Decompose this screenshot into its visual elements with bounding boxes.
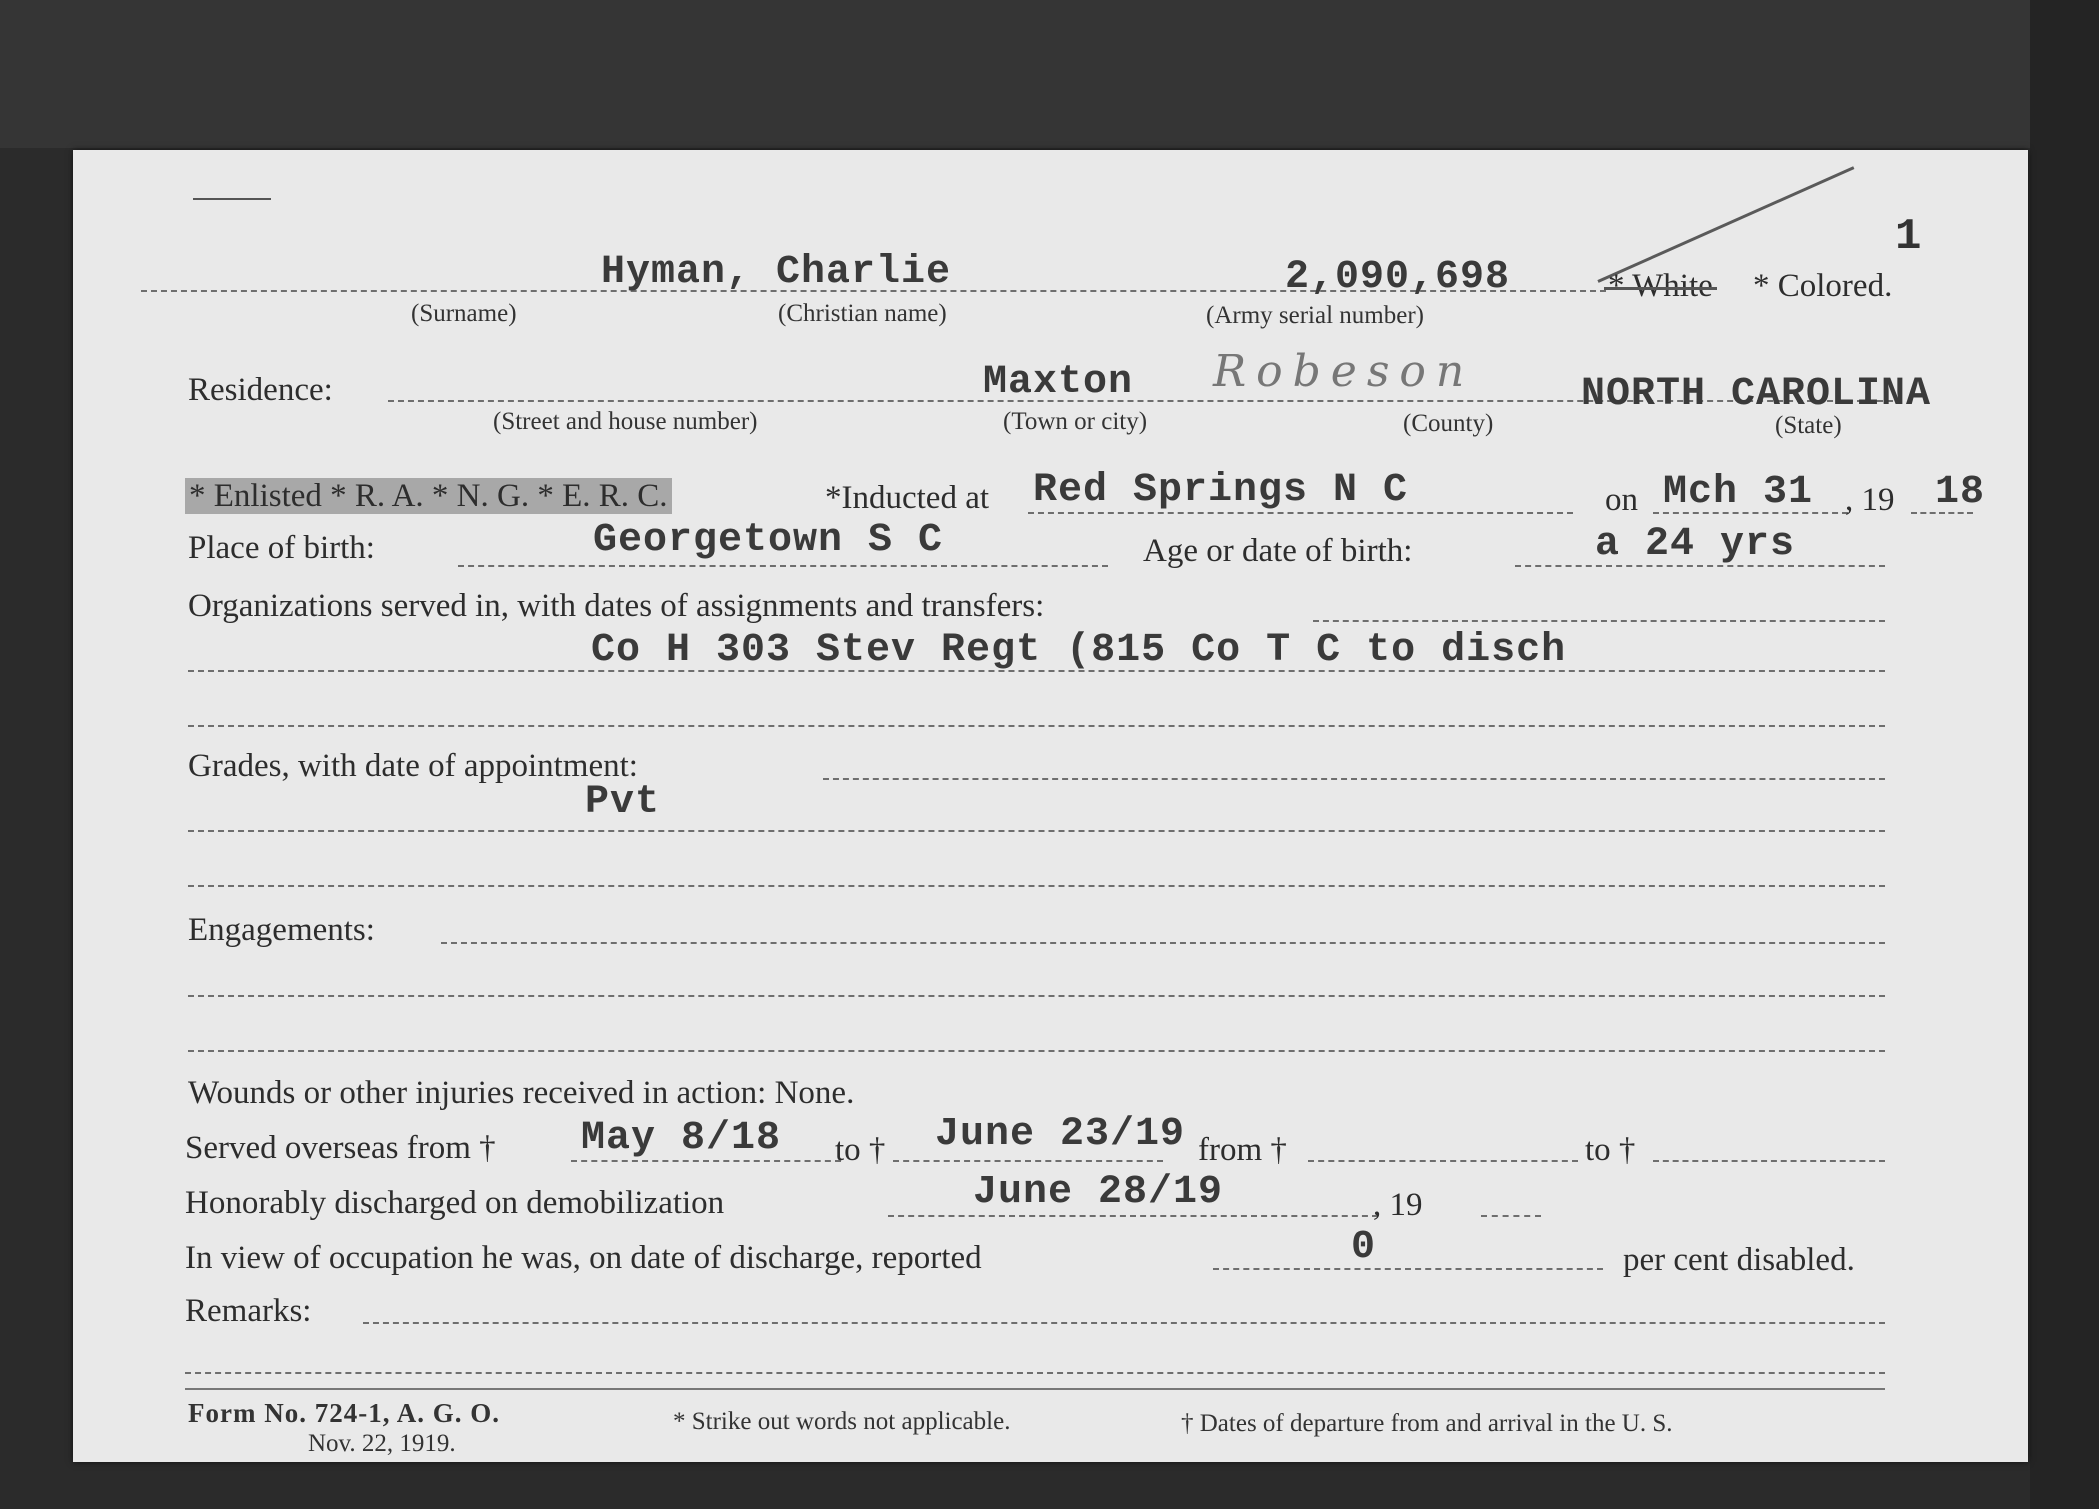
- form-number: Form No. 724-1, A. G. O.: [188, 1398, 500, 1428]
- wounds-label: Wounds or other injuries received in action: None.: [188, 1075, 855, 1111]
- residence-label: Residence:: [188, 372, 333, 408]
- on-label: on: [1605, 482, 1638, 518]
- grades-label: Grades, with date of appointment:: [188, 748, 638, 784]
- discharge-year-suffix: , 19: [1373, 1187, 1423, 1223]
- serial-number-value: 2,090,698: [1285, 255, 1511, 300]
- birthplace-line: [458, 565, 1108, 567]
- inducted-at-value: Red Springs N C: [1033, 468, 1409, 513]
- organizations-line-1: [1313, 620, 1885, 622]
- organizations-label: Organizations served in, with dates of assignments and transfers:: [188, 588, 1045, 624]
- grades-line-3: [188, 885, 1885, 887]
- footnote-strike-out: * Strike out words not applicable.: [673, 1408, 1011, 1435]
- service-record-card: [73, 150, 2028, 1462]
- race-white-option: * White: [1608, 268, 1713, 304]
- second-to-line: [1653, 1160, 1885, 1162]
- residence-county-value: Robeson: [1213, 346, 1475, 397]
- residence-town-value: Maxton: [983, 360, 1134, 405]
- discharge-label: Honorably discharged on demobilization: [185, 1185, 725, 1221]
- organizations-line-3: [188, 725, 1885, 727]
- inducted-date-value: Mch 31: [1663, 470, 1814, 515]
- engagements-line-2: [188, 995, 1885, 997]
- scan-background-right: [2030, 0, 2099, 1509]
- residence-state-value: NORTH CAROLINA: [1581, 372, 1932, 417]
- disabled-suffix: per cent disabled.: [1623, 1242, 1855, 1278]
- occupation-label: In view of occupation he was, on date of discharge, reported: [185, 1240, 982, 1276]
- discharge-year-line: [1481, 1215, 1541, 1217]
- street-sublabel: (Street and house number): [493, 408, 758, 435]
- army-serial-sublabel: (Army serial number): [1206, 302, 1424, 329]
- inducted-year-value: 18: [1935, 470, 1986, 515]
- remarks-label: Remarks:: [185, 1293, 312, 1329]
- overseas-from-value: May 8/18: [581, 1116, 782, 1161]
- birthplace-value: Georgetown S C: [593, 518, 944, 563]
- organizations-value: Co H 303 Stev Regt (815 Co T C to disch: [591, 628, 1567, 673]
- top-rule: [193, 198, 271, 200]
- name-value: Hyman, Charlie: [601, 250, 952, 295]
- age-label: Age or date of birth:: [1143, 533, 1413, 569]
- town-sublabel: (Town or city): [1003, 408, 1148, 435]
- remarks-line-2: [185, 1372, 1885, 1374]
- form-date: Nov. 22, 1919.: [308, 1430, 456, 1457]
- birthplace-label: Place of birth:: [188, 530, 375, 566]
- engagements-line-3: [188, 1050, 1885, 1052]
- second-from-line: [1308, 1160, 1578, 1162]
- overseas-label: Served overseas from †: [185, 1130, 496, 1166]
- christian-name-sublabel: (Christian name): [778, 300, 947, 327]
- scan-background-top: [0, 0, 2099, 148]
- county-sublabel: (County): [1403, 410, 1494, 437]
- surname-sublabel: (Surname): [411, 300, 517, 327]
- disabled-value: 0: [1351, 1225, 1377, 1270]
- remarks-line-1: [363, 1322, 1885, 1324]
- discharge-date-value: June 28/19: [973, 1170, 1224, 1215]
- footer-rule: [185, 1388, 1885, 1390]
- enlisted-options: * Enlisted * R. A. * N. G. * E. R. C.: [185, 478, 672, 515]
- footnote-dates: † Dates of departure from and arrival in the U. S.: [1181, 1410, 1673, 1437]
- card-number: 1: [1895, 212, 1922, 262]
- disabled-line: [1213, 1268, 1603, 1270]
- overseas-to-value: June 23/19: [935, 1112, 1186, 1157]
- pencil-slash-mark: [1597, 166, 1854, 283]
- engagements-line-1: [441, 942, 1885, 944]
- state-sublabel: (State): [1775, 412, 1842, 439]
- to-label-1: to †: [835, 1132, 886, 1168]
- year-prefix: , 19: [1845, 482, 1895, 518]
- engagements-label: Engagements:: [188, 912, 375, 948]
- overseas-to-line: [893, 1160, 1163, 1162]
- grades-line-2: [188, 830, 1885, 832]
- inducted-label: *Inducted at: [825, 480, 990, 516]
- from-label: from †: [1198, 1132, 1287, 1168]
- age-value: a 24 yrs: [1595, 522, 1796, 567]
- discharge-line: [888, 1215, 1378, 1217]
- grades-value: Pvt: [585, 780, 661, 825]
- to-label-2: to †: [1585, 1132, 1636, 1168]
- grades-line-1: [823, 778, 1885, 780]
- race-colored-option: * Colored.: [1753, 268, 1893, 304]
